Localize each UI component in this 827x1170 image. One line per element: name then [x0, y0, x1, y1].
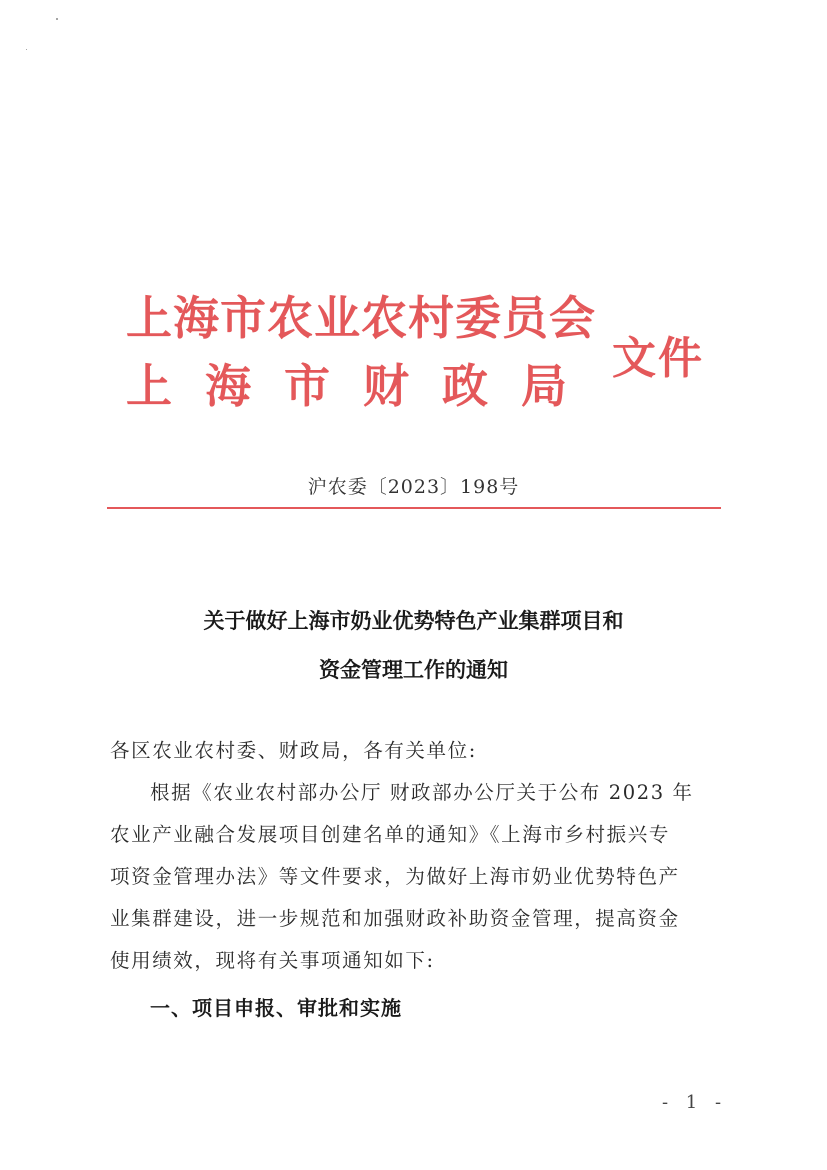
paragraph-line: 农业产业融合发展项目创建名单的通知》《上海市乡村振兴专 [110, 823, 670, 846]
salutation: 各区农业农村委、财政局，各有关单位: [110, 739, 477, 762]
paragraph-line: 项资金管理办法》等文件要求，为做好上海市奶业优势特色产 [110, 865, 680, 888]
scan-speck [26, 49, 27, 50]
issuer-line-1: 上海市农业农村委员会 [126, 291, 596, 345]
paragraph-line: 业集群建设，进一步规范和加强财政补助资金管理，提高资金 [110, 907, 680, 930]
red-divider [107, 507, 721, 509]
page-number: - 1 - [662, 1092, 728, 1113]
document-title-line-2: 资金管理工作的通知 [319, 657, 508, 682]
document-number: 沪农委〔2023〕198号 [307, 476, 520, 498]
document-title-line-1: 关于做好上海市奶业优势特色产业集群项目和 [203, 608, 624, 633]
section-heading: 一、项目申报、审批和实施 [150, 996, 402, 1020]
scan-speck [56, 18, 58, 20]
paragraph-line: 根据《农业农村部办公厅 财政部办公厅关于公布 2023 年 [150, 781, 694, 804]
document-type-label: 文件 [612, 333, 704, 384]
issuer-line-2: 上海市财政局 [126, 359, 600, 413]
paragraph-line: 使用绩效，现将有关事项通知如下: [110, 949, 435, 972]
